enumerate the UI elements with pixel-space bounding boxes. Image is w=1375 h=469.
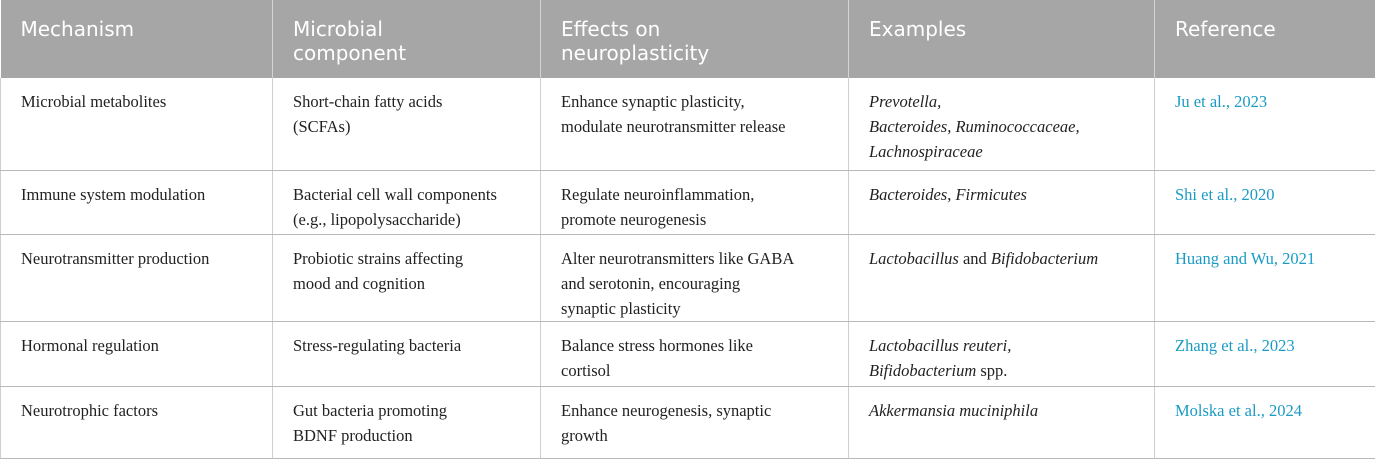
mechanism-cell: Hormonal regulation bbox=[1, 321, 273, 386]
table-row bbox=[1, 386, 1375, 458]
reference-cell bbox=[1155, 234, 1375, 321]
table-header-row bbox=[1, 0, 1375, 78]
examples-cell: Akkermansia muciniphila bbox=[849, 386, 1155, 458]
component-cell: Probiotic strains affecting mood and cognition bbox=[273, 234, 541, 321]
examples-cell: Lactobacillus and Bifidobacterium bbox=[849, 234, 1155, 321]
reference-cell bbox=[1155, 78, 1375, 170]
header-effects: Effects on neuroplasticity bbox=[541, 0, 849, 78]
table-row bbox=[1, 170, 1375, 234]
mechanism-cell: Immune system modulation bbox=[1, 170, 273, 234]
examples-cell: Lactobacillus reuteri, Bifidobacterium spp. bbox=[849, 321, 1155, 386]
reference-link[interactable]: Huang and Wu, 2021 bbox=[1175, 248, 1316, 268]
table-row bbox=[1, 78, 1375, 170]
component-cell: Bacterial cell wall components (e.g., lipopolysaccharide) bbox=[273, 170, 541, 234]
reference-cell bbox=[1155, 321, 1375, 386]
reference-link[interactable]: Zhang et al., 2023 bbox=[1175, 335, 1295, 355]
effects-cell: Enhance neurogenesis, synaptic growth bbox=[541, 386, 849, 458]
reference-cell bbox=[1155, 386, 1375, 458]
effects-cell: Balance stress hormones like cortisol bbox=[541, 321, 849, 386]
mechanism-cell: Neurotrophic factors bbox=[1, 386, 273, 458]
examples-cell: Prevotella, Bacteroides, Ruminococcaceae, Lachnospiraceae bbox=[849, 78, 1155, 170]
table-row bbox=[1, 321, 1375, 386]
header-mechanism: Mechanism bbox=[1, 0, 273, 78]
reference-link[interactable]: Ju et al., 2023 bbox=[1175, 92, 1268, 111]
header-examples: Examples bbox=[849, 0, 1155, 78]
component-cell: Gut bacteria promoting BDNF production bbox=[273, 386, 541, 458]
mechanism-cell: Neurotransmitter production bbox=[1, 234, 273, 321]
reference-link[interactable]: Shi et al., 2020 bbox=[1175, 184, 1275, 204]
effects-cell: Alter neurotransmitters like GABA and serotonin, encouraging synaptic plasticity bbox=[541, 234, 849, 321]
reference-cell bbox=[1155, 170, 1375, 234]
header-reference: Reference bbox=[1175, 17, 1276, 41]
mechanism-cell: Microbial metabolites bbox=[1, 78, 273, 170]
reference-link[interactable]: Molska et al., 2024 bbox=[1175, 400, 1302, 420]
examples-cell: Bacteroides, Firmicutes bbox=[849, 170, 1155, 234]
table-row bbox=[1, 234, 1375, 321]
component-cell: Stress-regulating bacteria bbox=[273, 321, 541, 386]
effects-cell: Enhance synaptic plasticity, modulate neurotransmitter release bbox=[541, 78, 849, 170]
component-cell: Short-chain fatty acids (SCFAs) bbox=[273, 78, 541, 170]
effects-cell: Regulate neuroinflammation, promote neurogenesis bbox=[541, 170, 849, 234]
header-microbial-component: Microbial component bbox=[273, 0, 541, 78]
